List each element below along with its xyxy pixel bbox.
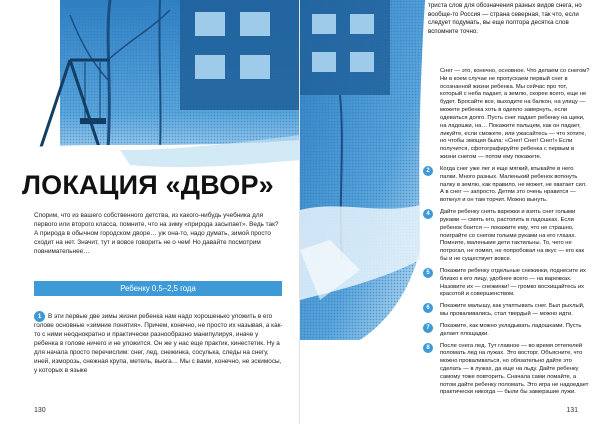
page-title: ЛОКАЦИЯ «ДВОР» — [22, 170, 274, 200]
list-item — [428, 268, 590, 299]
intro-paragraph: Спорим, что из вашего собственного детства, из какого-нибудь учебника для первого или второго класса, помните, что на зиму «природа засыпает». Ведь так? А природа в обычном городском дворе… уж она-то, надо думать, зимой просто сходит на нет. Значит, тут и вовсе говорить не о чем! Но давайте посмотрим повнимательнее… — [34, 212, 279, 255]
list-item — [428, 68, 590, 162]
item-number-badge: 7 — [423, 323, 433, 333]
item-text: После снега лед. Тут главное — во время оттепелей поломать лед на лужах. Это восторг. Объясните, что можно проваливаться, но обязательно дайте это сделать — в лужах, да еще на льду. Дайте ребенку самому тоже повторить. Сначала сами ломайте, а потом дайте ребенку поломать. Это игра не надоедает практически никогда — были бы замерзшие лужи. — [440, 342, 589, 396]
item-number-badge: 2 — [423, 166, 433, 176]
numbered-list — [428, 68, 590, 401]
item-text: Покажите ребенку отдельные снежинки, поднесите их близко к его лицу, удобнее всего — на варежках. Назовите их — снежинки! — громко восхищайтесь их красотой и совершенством. — [440, 267, 586, 298]
page-number-right: 131 — [566, 407, 578, 414]
right-page — [300, 0, 600, 424]
item-number-badge: 1 — [34, 311, 45, 322]
item-number-badge: 5 — [423, 268, 433, 278]
item-number-badge: 6 — [423, 303, 433, 313]
page-number-left: 130 — [34, 407, 46, 414]
item-text: Покажите малышу, как утаптывать снег. Был рыхлый, мы проваливались, стал твердый — можно идти. — [440, 303, 585, 318]
numbered-item-1 — [34, 311, 284, 376]
age-range-banner: Ребенку 0,5–2,5 года — [34, 281, 282, 296]
list-item — [428, 323, 590, 339]
list-item — [428, 166, 590, 205]
list-item — [428, 209, 590, 264]
item-number-badge: 8 — [423, 343, 433, 353]
item-text: Когда снег уже лег и еще мягкий, втыкайте в него палки. Много разных. Маленький ребенок воткнуть палку в землю, как правило, не может, не хватает сил. А в снег — запросто. Детям это очень нравится — воткнул и он там торчит. Можно вынуть. — [440, 165, 587, 204]
item-text: Снег — это, конечно, основное. Что делаем со снегом? Ни в коем случае не пропускаем первый снег в осознанной жизни ребенка. Мы сейчас про тот, который с неба падает, а землю, скорее всего, еще не будет. Бросайте все, выходите на балкон, на улицу — можете ребенка хоть в одеяло завернуть, если одеваться долго. Пусть снег падает ребенку на щеки, на ладошки, на… Покажите пальцем, как он падает, ликуйте, если сможете, или ужасайтесь — что хотите, но чтобы эмоция была: «Снег! Снег! Снег!» Если получится, сфотографируйте ребенка с первым в жизни снегом — потом ему покажете. — [440, 68, 590, 161]
continued-paragraph: триста слов для обозначения разных видов снега, но вообще-то Россия — страна северная, так что, если следует подумать, вы еще полтора десятка слов вспомните точно. — [428, 2, 582, 35]
item-text: Дайте ребенку снять варежки и взять снег голыми руками — смять его, растопить в ладошках. Если ребенок боится — покажите ему, что не страшно, поиграйте со снегом голыми руками на его глазах. Помните, маленькие дети тактильны. То, чего не потрогал, не помял, не попробовал на вкус — его как бы и не существует вовсе. — [440, 209, 584, 263]
item-text: Покажите, как можно укладывать ладошками. Пусть делает площадки. — [440, 322, 582, 337]
item-number-badge: 4 — [423, 209, 433, 219]
item-text: В эти первые две зимы жизни ребенка нам надо хорошенько уложить в его голове основные «зимние понятия». Причем, конечно, не просто их называя, а как-то с ними неоднократно и практически разнообразно манипулируя, иначе у ребенка в голове ничего и не уложится. Он же у нас еще практик, кинестетик. Ну а для начала просто перечислим: снег, лед, снежинка, сосулька, следы на снегу, иней, изморозь, снежная крупа, метель, вьюга… Мы с вами, конечно, не эскимосы, у которых в языке — [34, 313, 283, 374]
list-item — [428, 343, 590, 398]
list-item — [428, 303, 590, 319]
